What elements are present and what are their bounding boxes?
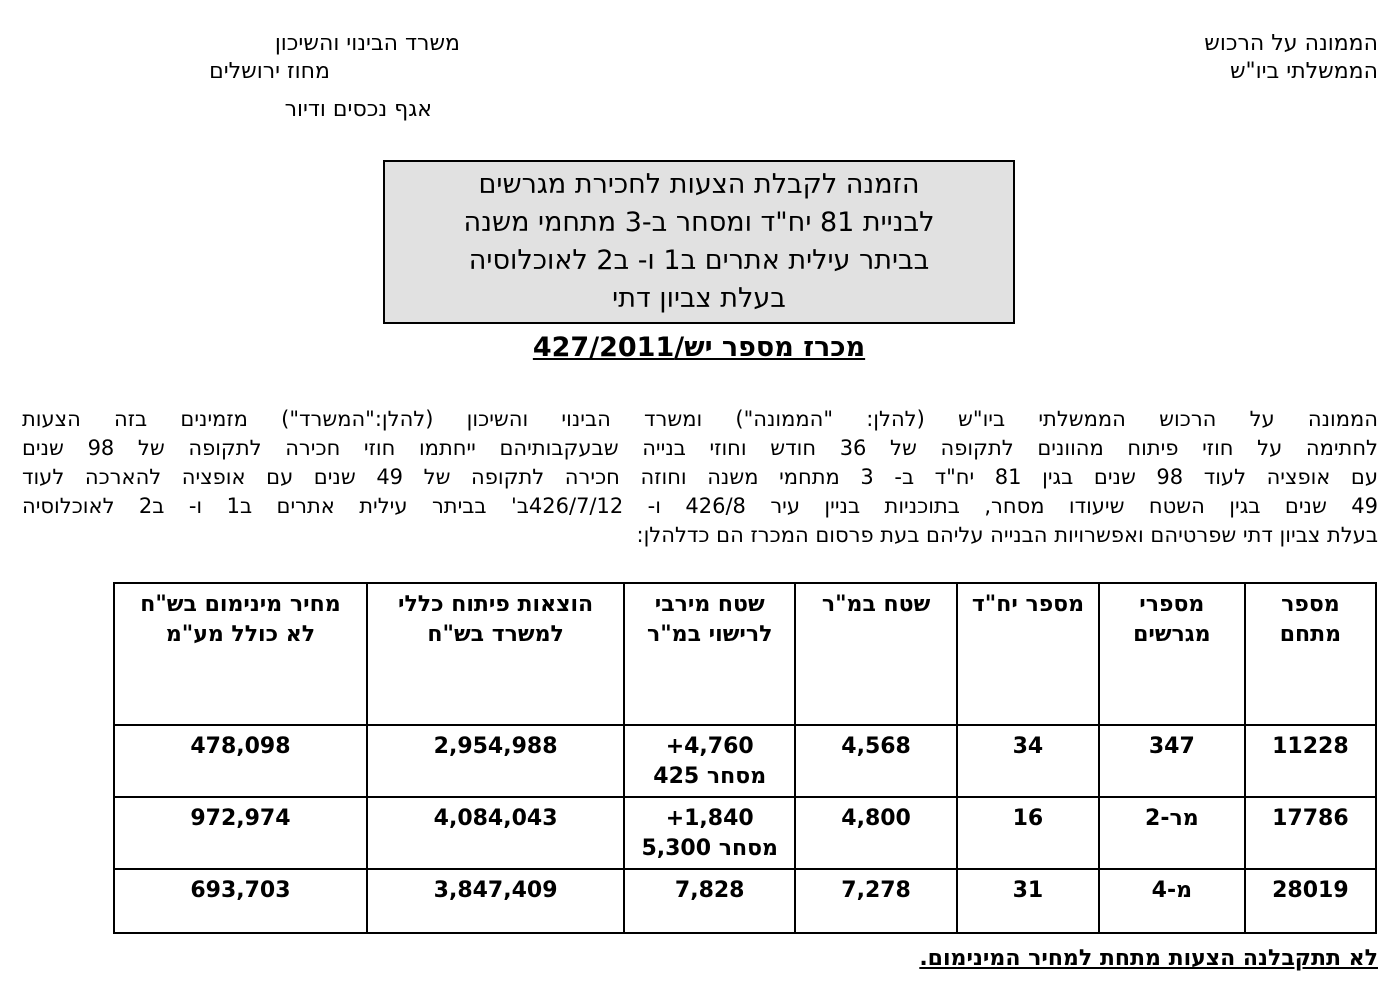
cell-development-costs: 3,847,409 [367,869,624,933]
col-header-max-licensed-area: שטח מירבי לרישוי במ"ר [624,583,795,725]
cell-compound-number: 17786 [1245,797,1376,869]
paragraph-line-2: לחתימה על חוזי פיתוח מהוונים לתקופה של 36 חודש וחוזי בנייה שבעקבותיהם ייחתמו חוזי חכירה לתקופה של 98 שנים [22,436,1378,460]
col-header-housing-units: מספר יח"ד [957,583,1099,725]
col-header-area: שטח במ"ר [795,583,957,725]
col-header-plot-numbers: מספרי מגרשים [1099,583,1245,725]
intro-paragraph [22,405,1378,550]
paragraph-line-3: עם אופציה לעוד 98 שנים בגין 81 יח"ד ב- 3 מתחמי משנה וחוזה חכירה לתקופה של 49 שנים עם אופציה להארכה לעוד [22,465,1379,489]
minimum-price-note: לא תתקבלנה הצעות מתחת למחיר המינימום. [919,946,1378,971]
issuer-right-block [1204,30,1378,86]
cell-max-licensed-area: +1,840 5,300 מסחר [624,797,795,869]
title-line-2: לבניית 81 יח"ד ומסחר ב-3 מתחמי משנה [463,207,935,238]
cell-compound-number: 11228 [1245,725,1376,797]
col-header-development-costs: הוצאות פיתוח כללי למשרד בש"ח [367,583,624,725]
table-row [114,869,1376,933]
issuer-right-line1: הממונה על הרכוש [1204,31,1378,56]
paragraph-line-4: 49 שנים בגין השטח שיעודו מסחר, בתוכניות בניין עיר 426/8 ו- 426/7/12ב' בביתר עילית אתרים ב1 ו- ב2 לאוכלוסיה [22,494,1378,518]
department-name: אגף נכסים ודיור [284,97,432,122]
table-row [114,725,1376,797]
tender-number: מכרז מספר יש/427/2011 [532,332,866,363]
title-line-4: בעלת צביון דתי [612,283,786,314]
col-header-minimum-price: מחיר מינימום בש"ח לא כולל מע"מ [114,583,367,725]
cell-housing-units: 34 [957,725,1099,797]
col-header-compound-number: מספר מתחם [1245,583,1376,725]
issuer-right-line2: הממשלתי ביו"ש [1229,59,1378,84]
paragraph-line-1: הממונה על הרכוש הממשלתי ביו"ש (להלן: "הממונה") ומשרד הבינוי והשיכון (להלן:"המשרד") מזמינים בזה הצעות [22,407,1378,431]
cell-development-costs: 4,084,043 [367,797,624,869]
title-line-1: הזמנה לקבלת הצעות לחכירת מגרשים [478,169,920,200]
cell-max-licensed-area: 7,828 [624,869,795,933]
cell-plot-numbers: 347 [1099,725,1245,797]
cell-housing-units: 31 [957,869,1099,933]
title-line-3: בביתר עילית אתרים ב1 ו- ב2 לאוכלוסיה [468,245,930,276]
paragraph-line-5: בעלת צביון דתי שפרטיהם ואפשרויות הבנייה עליהם בעת פרסום המכרז הם כדלהלן: [636,523,1378,547]
cell-minimum-price: 972,974 [114,797,367,869]
cell-plot-numbers: מ-4 [1099,869,1245,933]
cell-max-licensed-area: +4,760 425 מסחר [624,725,795,797]
table-header-row [114,583,1376,725]
cell-area: 4,568 [795,725,957,797]
cell-minimum-price: 478,098 [114,725,367,797]
ministry-name: משרד הבינוי והשיכון [274,31,460,56]
cell-area: 7,278 [795,869,957,933]
cell-minimum-price: 693,703 [114,869,367,933]
cell-development-costs: 2,954,988 [367,725,624,797]
plots-table [113,582,1377,934]
cell-area: 4,800 [795,797,957,869]
cell-housing-units: 16 [957,797,1099,869]
cell-compound-number: 28019 [1245,869,1376,933]
cell-plot-numbers: מר-2 [1099,797,1245,869]
table-row [114,797,1376,869]
district-name: מחוז ירושלים [209,59,330,84]
invitation-title-box [383,160,1015,324]
